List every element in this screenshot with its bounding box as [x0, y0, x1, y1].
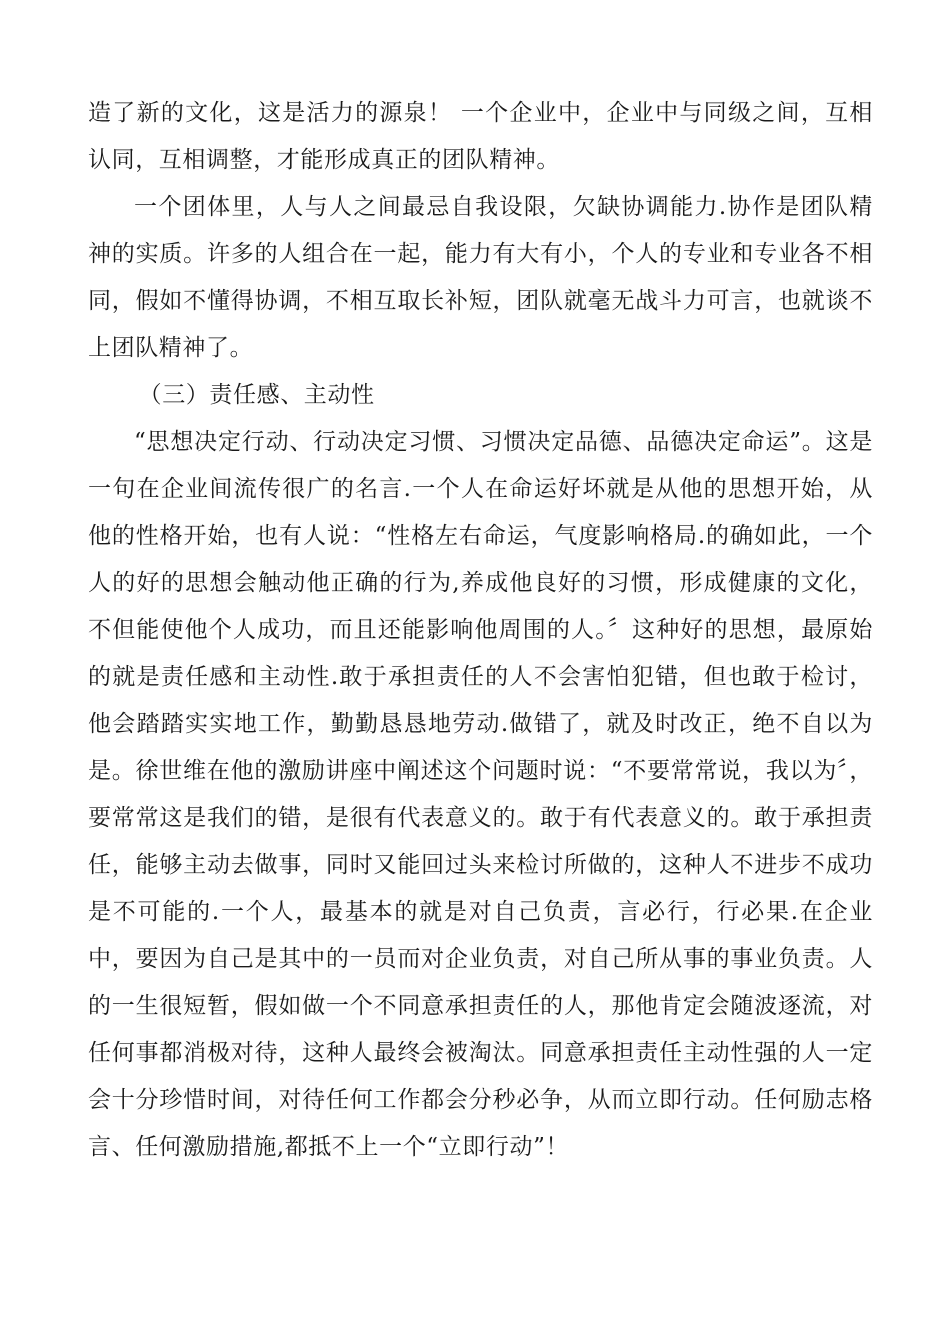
paragraph-team-culture: 造了新的文化，这是活力的源泉！ 一个企业中，企业中与同级之间，互相认同，互相调整，才能形成真正的团队精神。 — [88, 100, 873, 173]
section-heading-responsibility: （三）责任感、主动性 — [138, 382, 375, 408]
document-body — [88, 90, 873, 1171]
paragraph-coordination: 一个团体里，人与人之间最忌自我设限，欠缺协调能力.协作是团队精神的实质。许多的人组合在一起，能力有大有小，个人的专业和专业各不相同，假如不懂得协调，不相互取长补短，团队就毫无战斗力可言，也就谈不上团队精神了。 — [88, 194, 873, 361]
paragraph-responsibility: “思想决定行动、行动决定习惯、习惯决定品德、品德决定命运”。这是一句在企业间流传很广的名言.一个人在命运好坏就是从他的思想开始，从他的性格开始，也有人说：“性格左右命运，气度影响格局.的确如此，一个人的好的思想会触动他正确的行为,养成他良好的习惯，形成健康的文化，不但能使他个人成功，而且还能影响他周围的人。〞这种好的思想，最原始的就是责任感和主动性.敢于承担责任的人不会害怕犯错，但也敢于检讨，他会踏踏实实地工作，勤勤恳恳地劳动.做错了，就及时改正，绝不自以为是。徐世维在他的激励讲座中阐述这个问题时说：“不要常常说，我以为〞，要常常这是我们的错，是很有代表意义的。敢于有代表意义的。敢于承担责任，能够主动去做事，同时又能回过头来检讨所做的，这种人不进步不成功是不可能的.一个人，最基本的就是对自己负责，言必行，行必果.在企业中，要因为自己是其中的一员而对企业负责，对自己所从事的事业负责。人的一生很短暂，假如做一个不同意承担责任的人，那他肯定会随波逐流，对任何事都消极对待，这种人最终会被淘汰。同意承担责任主动性强的人一定会十分珍惜时间，对待任何工作都会分秒必争，从而立即行动。任何励志格言、任何激励措施,都抵不上一个“立即行动”！ — [88, 429, 873, 1160]
